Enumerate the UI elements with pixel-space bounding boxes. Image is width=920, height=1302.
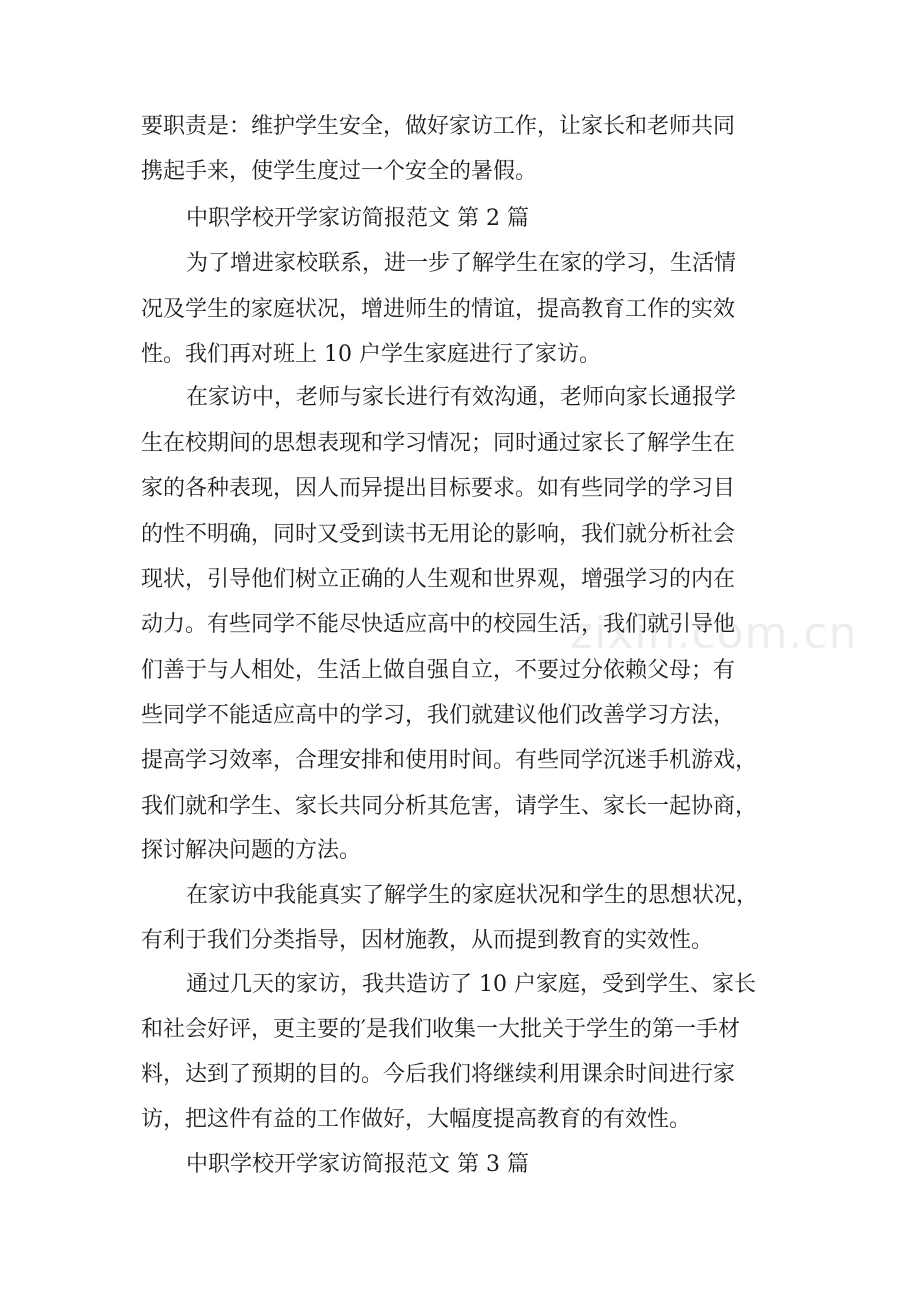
text-line: 通过几天的家访，我共造访了 10 户家庭，受到学生、家长 bbox=[186, 972, 756, 997]
text-line: 我们就和学生、家长共同分析其危害，请学生、家长一起协商， bbox=[141, 794, 758, 819]
section-heading-2: 中职学校开学家访简报范文 第 2 篇 bbox=[186, 206, 529, 231]
text-line: 有利于我们分类指导，因材施教，从而提到教育的实效性。 bbox=[141, 928, 714, 953]
text-line: 探讨解决问题的方法。 bbox=[141, 838, 362, 863]
text-line: 些同学不能适应高中的学习，我们就建议他们改善学习方法， bbox=[141, 703, 736, 728]
text-line: 动力。有些同学不能尽快适应高中的校园生活，我们就引导他 bbox=[141, 612, 736, 637]
text-line: 料，达到了预期的目的。今后我们将继续利用课余时间进行家 bbox=[141, 1062, 736, 1087]
text-line: 性。我们再对班上 10 户学生家庭进行了家访。 bbox=[141, 342, 601, 367]
section-heading-3: 中职学校开学家访简报范文 第 3 篇 bbox=[186, 1152, 529, 1177]
text-line: 要职责是：维护学生安全，做好家访工作，让家长和老师共同 bbox=[141, 114, 736, 139]
text-line: 和社会好评，更主要的′是我们收集一大批关于学生的第一手材 bbox=[141, 1017, 740, 1042]
text-line: 们善于与人相处，生活上做自强自立，不要过分依赖父母；有 bbox=[141, 658, 736, 683]
text-line: 访，把这件有益的工作做好，大幅度提高教育的有效性。 bbox=[141, 1107, 692, 1132]
text-line: 为了增进家校联系，进一步了解学生在家的学习，生活情 bbox=[186, 251, 737, 276]
text-line: 携起手来，使学生度过一个安全的暑假。 bbox=[141, 159, 538, 184]
text-line: 在家访中我能真实了解学生的家庭状况和学生的思想状况， bbox=[186, 883, 759, 908]
text-line: 生在校期间的思想表现和学习情况；同时通过家长了解学生在 bbox=[141, 431, 736, 456]
text-line: 在家访中，老师与家长进行有效沟通，老师向家长通报学 bbox=[186, 385, 737, 410]
text-line: 况及学生的家庭状况，增进师生的情谊，提高教育工作的实效 bbox=[141, 297, 736, 322]
text-line: 提高学习效率，合理安排和使用时间。有些同学沉迷手机游戏， bbox=[141, 748, 758, 773]
text-line: 现状，引导他们树立正确的人生观和世界观，增强学习的内在 bbox=[141, 567, 736, 592]
text-line: 的性不明确，同时又受到读书无用论的影响，我们就分析社会 bbox=[141, 522, 736, 547]
watermark: zixin.com.cn bbox=[570, 608, 858, 659]
text-line: 家的各种表现，因人而异提出目标要求。如有些同学的学习目 bbox=[141, 476, 736, 501]
